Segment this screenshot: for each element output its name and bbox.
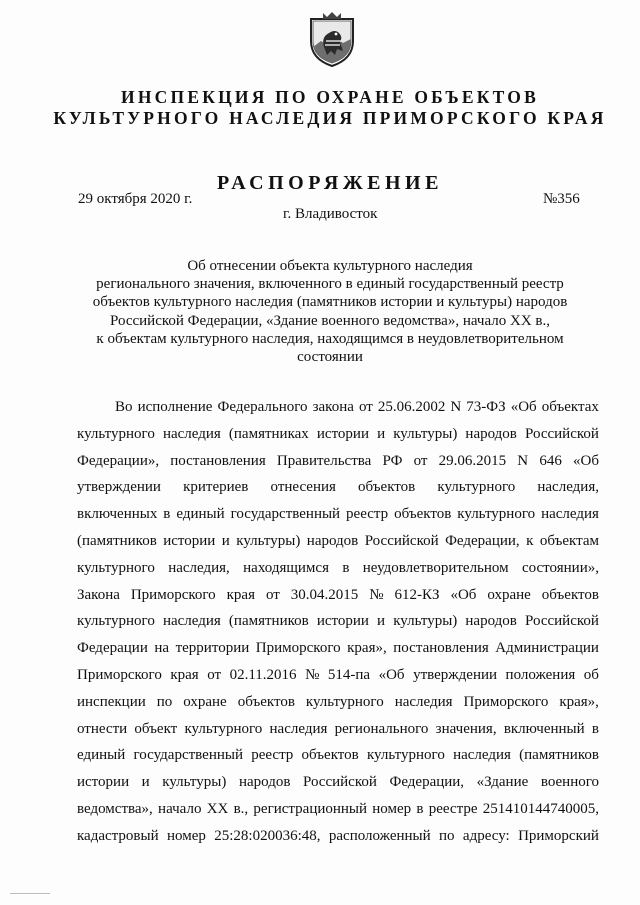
- body-word: Правительства: [276, 452, 372, 469]
- body-word: единый: [77, 747, 126, 764]
- body-word: РФ: [382, 452, 403, 469]
- body-word: состоянии»,: [521, 559, 599, 576]
- body-word: по: [439, 827, 455, 844]
- body-word: наследия,: [537, 479, 599, 496]
- body-word: народов: [465, 613, 517, 630]
- subject-line: состоянии: [297, 349, 363, 366]
- body-word: Российской: [302, 774, 377, 791]
- body-word: от: [358, 399, 373, 415]
- body-word: реестре: [428, 800, 478, 817]
- body-word: культурного: [366, 747, 445, 764]
- document-date: 29 октября 2020 г.: [78, 191, 193, 207]
- body-word: культуры): [393, 425, 458, 442]
- body-word: Федерации: [77, 640, 148, 657]
- body-line: [77, 662, 599, 689]
- subject-line: к объектам культурного наследия, находящимся в неудовлетворительном: [96, 330, 564, 347]
- page-edge-mark: [10, 893, 50, 894]
- coat-of-arms-icon: [307, 11, 357, 67]
- body-word: культурного: [77, 425, 155, 442]
- body-word: охране: [183, 693, 227, 710]
- body-word: культурного: [77, 559, 155, 576]
- subject-line: Российской Федерации, «Здание военного ведомства», начало XX в.,: [109, 312, 550, 329]
- body-word: значения,: [435, 720, 497, 737]
- body-word: территории: [175, 640, 250, 657]
- body-word: в: [163, 506, 171, 523]
- body-line: [77, 394, 599, 421]
- body-word: края: [170, 666, 199, 683]
- body-word: наследия: [269, 720, 328, 737]
- body-word: истории: [316, 425, 369, 442]
- body-word: и: [377, 425, 386, 442]
- body-word: от: [413, 452, 428, 469]
- body-word: охране: [487, 586, 531, 603]
- body-word: в: [591, 720, 599, 737]
- body-word: адресу:: [462, 827, 510, 844]
- body-word: культурного: [184, 720, 263, 737]
- body-line: [77, 635, 599, 662]
- body-word: наследия: [453, 747, 511, 764]
- body-word: Российской: [524, 613, 599, 630]
- body-word: Федерации,: [389, 774, 465, 791]
- body-word: постановления: [393, 640, 489, 657]
- body-line: [77, 716, 599, 743]
- body-word: 02.11.2016: [229, 666, 297, 683]
- body-word: народов: [465, 425, 517, 442]
- body-word: народов: [306, 532, 359, 549]
- body-word: объектов: [541, 586, 599, 603]
- body-word: государственный: [133, 747, 243, 764]
- body-word: (памятников: [77, 532, 157, 549]
- body-word: народов: [238, 774, 291, 791]
- body-word: об: [583, 666, 599, 683]
- body-word: №: [305, 666, 320, 683]
- body-word: утверждении: [77, 479, 161, 496]
- body-word: наследия: [394, 693, 453, 710]
- body-word: наследия: [162, 613, 221, 630]
- body-word: №: [369, 586, 384, 603]
- body-word: включенный: [503, 720, 585, 737]
- body-word: критериев: [183, 479, 249, 496]
- body-word: культурного: [305, 693, 384, 710]
- body-word: объектах: [541, 399, 599, 415]
- body-word: культуры): [162, 774, 227, 791]
- body-word: «Об: [572, 452, 599, 469]
- body-word: объектам: [539, 532, 599, 549]
- body-word: культурного: [437, 479, 516, 496]
- body-word: Приморского: [130, 586, 216, 603]
- body-line: [77, 769, 599, 796]
- body-word: реестр: [251, 747, 294, 764]
- body-word: культурного: [457, 506, 536, 523]
- body-word: единый: [176, 506, 225, 523]
- body-word: 25.06.2002: [377, 399, 446, 415]
- body-word: от: [207, 666, 222, 683]
- body-line: [77, 448, 599, 475]
- body-word: регистрационный: [253, 800, 368, 817]
- body-word: Во: [115, 399, 133, 415]
- body-word: объектов: [301, 747, 359, 764]
- document-city: г. Владивосток: [283, 206, 378, 222]
- body-word: начало: [158, 800, 202, 817]
- organization-name-line-2: КУЛЬТУРНОГО НАСЛЕДИЯ ПРИМОРСКОГО КРАЯ: [53, 108, 607, 128]
- body-word: объектов: [237, 693, 295, 710]
- body-word: Федерации,: [445, 532, 520, 549]
- body-word: расположенный: [328, 827, 431, 844]
- body-line: [77, 823, 599, 850]
- document-body: [77, 394, 599, 850]
- body-word: от: [265, 586, 280, 603]
- body-word: Приморского: [463, 693, 549, 710]
- body-word: Российской: [364, 532, 439, 549]
- body-word: положения: [505, 666, 576, 683]
- body-word: находящимся: [243, 559, 329, 576]
- body-word: государственный: [230, 506, 341, 523]
- body-word: культурного: [77, 613, 155, 630]
- body-word: «Об: [450, 586, 477, 603]
- body-word: исполнение: [137, 399, 213, 415]
- body-word: в: [342, 559, 350, 576]
- body-word: включенных: [77, 506, 158, 523]
- body-word: постановления: [170, 452, 266, 469]
- body-word: Федерации»,: [77, 452, 160, 469]
- body-word: номер: [372, 800, 412, 817]
- body-word: 514-па: [327, 666, 371, 683]
- body-word: 25:28:020036:48,: [214, 827, 321, 844]
- body-word: культуры): [393, 613, 458, 630]
- body-word: N: [517, 452, 529, 469]
- body-word: истории: [77, 774, 130, 791]
- body-word: на: [154, 640, 170, 657]
- body-word: «Здание: [476, 774, 529, 791]
- body-word: кадастровый: [77, 827, 159, 844]
- body-word: Российской: [524, 425, 599, 442]
- body-word: номер: [166, 827, 206, 844]
- body-word: Приморский: [518, 827, 599, 844]
- body-word: и: [141, 774, 150, 791]
- body-line: [77, 421, 599, 448]
- body-word: и: [377, 613, 386, 630]
- body-word: закона: [312, 399, 354, 415]
- body-line: [77, 582, 599, 609]
- body-word: в: [416, 800, 424, 817]
- body-word: 30.04.2015: [290, 586, 359, 603]
- body-word: N: [450, 399, 462, 415]
- body-word: Федерального: [217, 399, 308, 415]
- body-word: 73-ФЗ: [466, 399, 506, 415]
- body-word: Закона: [77, 586, 120, 603]
- body-line: [77, 555, 599, 582]
- body-word: регионального: [334, 720, 429, 737]
- body-word: 612-КЗ: [394, 586, 440, 603]
- body-line: [77, 608, 599, 635]
- body-word: 646: [539, 452, 562, 469]
- body-word: истории: [163, 532, 216, 549]
- body-word: (памятников: [519, 747, 599, 764]
- body-line: [77, 528, 599, 555]
- body-word: реестр: [346, 506, 389, 523]
- organization-name-line-1: ИНСПЕКЦИЯ ПО ОХРАНЕ ОБЪЕКТОВ: [121, 87, 539, 107]
- body-word: наследия: [162, 425, 221, 442]
- body-word: (памятников: [228, 613, 309, 630]
- body-word: края: [226, 586, 255, 603]
- body-word: Администрации: [495, 640, 599, 657]
- body-word: наследия: [541, 506, 599, 523]
- body-word: объектов: [358, 479, 416, 496]
- document-number: №356: [543, 191, 580, 207]
- body-line: [77, 474, 599, 501]
- subject-line: регионального значения, включенного в единый государственный реестр: [96, 276, 564, 293]
- body-line: [77, 742, 599, 769]
- body-word: 251410144740005,: [482, 800, 599, 817]
- body-word: Приморского: [77, 666, 162, 683]
- body-word: наследия,: [168, 559, 230, 576]
- subject-line: Об отнесении объекта культурного наследия: [187, 258, 473, 274]
- body-word: по: [156, 693, 173, 710]
- body-word: к: [526, 532, 534, 549]
- body-word: XX: [206, 800, 229, 817]
- body-word: Приморского: [255, 640, 341, 657]
- subject-line: объектов культурного наследия (памятников истории и культуры) народов: [92, 294, 568, 311]
- body-line: [77, 796, 599, 823]
- document-type-title: РАСПОРЯЖЕНИЕ: [217, 172, 443, 194]
- body-word: военного: [540, 774, 599, 791]
- body-word: неудовлетворительном: [362, 559, 509, 576]
- body-word: «Об: [378, 666, 405, 683]
- body-word: инспекции: [77, 693, 146, 710]
- body-word: (памятниках: [228, 425, 309, 442]
- body-word: объектов: [394, 506, 452, 523]
- body-word: культуры): [236, 532, 301, 549]
- body-word: ведомства»,: [77, 800, 153, 817]
- body-word: истории: [316, 613, 369, 630]
- body-word: в.,: [233, 800, 249, 817]
- body-word: утверждении: [413, 666, 498, 683]
- document-subject: [60, 257, 600, 366]
- body-word: отнести: [77, 720, 128, 737]
- body-line: [77, 689, 599, 716]
- body-word: объект: [134, 720, 178, 737]
- body-word: и: [221, 532, 230, 549]
- body-line: [77, 501, 599, 528]
- body-word: края»,: [559, 693, 599, 710]
- body-word: отнесения: [270, 479, 336, 496]
- body-word: края»,: [347, 640, 387, 657]
- body-word: 29.06.2015: [438, 452, 507, 469]
- body-word: «Об: [510, 399, 537, 415]
